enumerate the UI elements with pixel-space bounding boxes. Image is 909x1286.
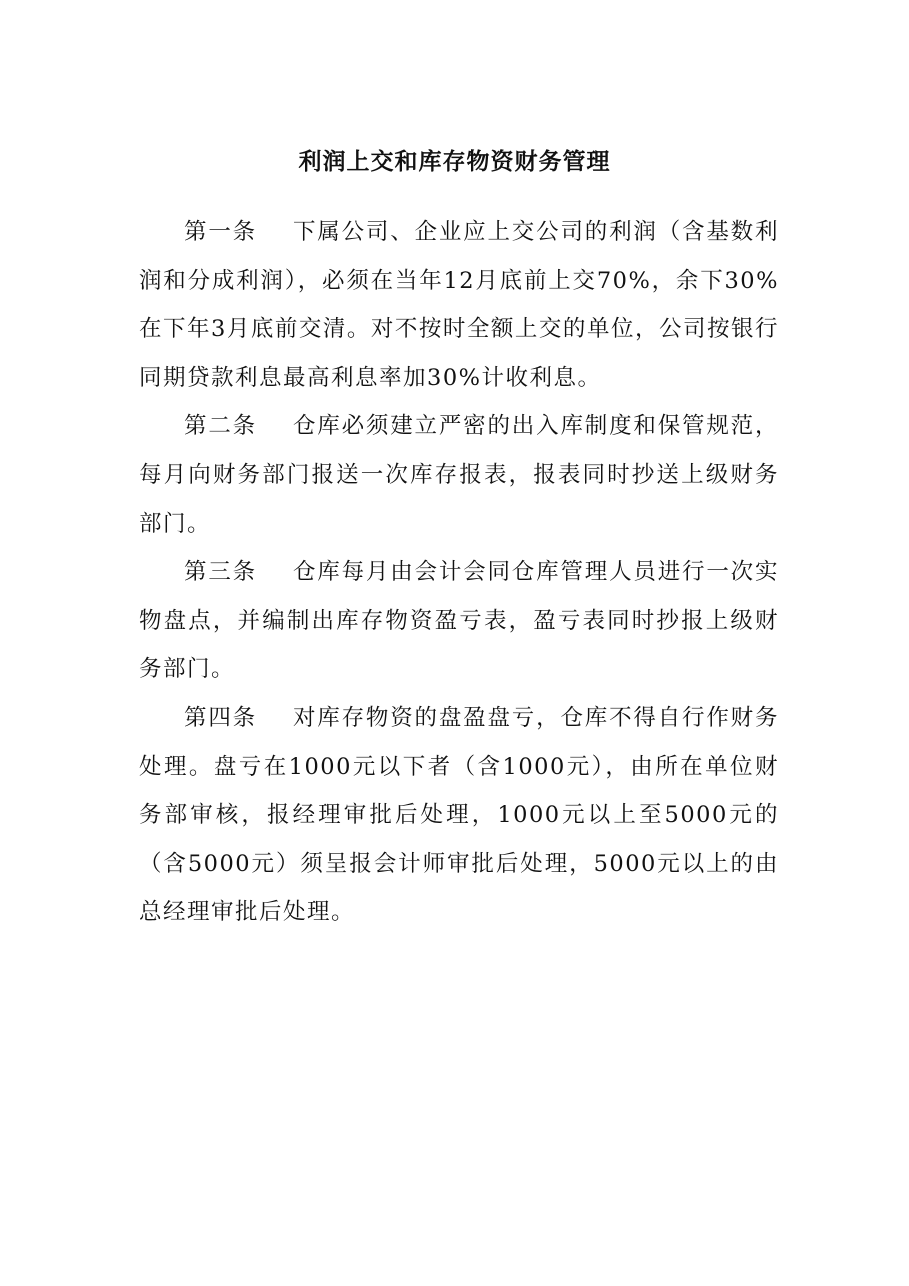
document-title: 利润上交和库存物资财务管理	[298, 149, 611, 175]
article-number: 第一条	[184, 219, 257, 245]
article-text: 仓库必须建立严密的出入库制度和保管规范，每月向财务部门报送一次库存报表，报表同时抄送上级财务部门。	[139, 413, 779, 537]
article-2	[139, 402, 779, 548]
article-text: 对库存物资的盘盈盘亏，仓库不得自行作财务处理。盘亏在1000元以下者（含1000元），由所在单位财务部审核，报经理审批后处理，1000元以上至5000元的（含5000元）须呈报会计师审批后处理，5000元以上的由总经理审批后处理。	[139, 704, 779, 926]
article-number: 第三条	[184, 559, 257, 586]
article-number: 第四条	[184, 704, 257, 731]
article-text: 下属公司、企业应上交公司的利润（含基数利润和分成利润），必须在当年12月底前上交70%，余下30%在下年3月底前交清。对不按时全额上交的单位，公司按银行同期贷款利息最高利息率加30%计收利息。	[139, 219, 779, 391]
article-3	[139, 548, 779, 694]
article-number: 第二条	[184, 413, 257, 440]
article-4	[139, 694, 779, 937]
document-body	[139, 208, 779, 937]
article-text: 仓库每月由会计会同仓库管理人员进行一次实物盘点，并编制出库存物资盈亏表，盈亏表同时抄报上级财务部门。	[139, 559, 779, 683]
article-1	[139, 208, 779, 402]
